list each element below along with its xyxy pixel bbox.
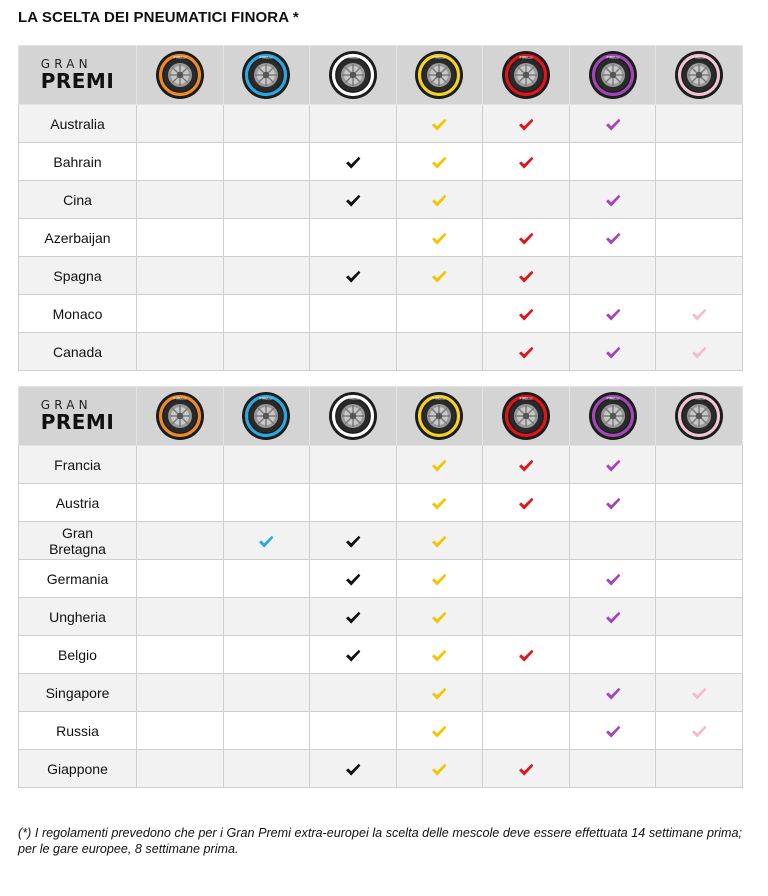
cell-soft bbox=[396, 484, 483, 522]
tyre-blue-superhard-icon bbox=[241, 391, 291, 441]
cell-hypersoft bbox=[656, 712, 743, 750]
tyre-yellow-soft-icon bbox=[414, 391, 464, 441]
grand-prix-name: Canada bbox=[19, 333, 137, 371]
cell-hard bbox=[137, 674, 224, 712]
table-row bbox=[19, 446, 743, 484]
tyre-purple-ultrasoft-icon bbox=[588, 391, 638, 441]
cell-ultrasoft bbox=[569, 598, 656, 636]
svg-text:PIRELLI: PIRELLI bbox=[259, 55, 273, 60]
cell-ultrasoft bbox=[569, 636, 656, 674]
table-row bbox=[19, 181, 743, 219]
check-icon bbox=[431, 118, 447, 132]
cell-hard bbox=[137, 333, 224, 371]
tyre-white-medium-icon bbox=[328, 50, 378, 100]
cell-medium bbox=[310, 522, 397, 560]
tyre-purple-ultrasoft-icon bbox=[588, 50, 638, 100]
cell-soft bbox=[396, 105, 483, 143]
check-icon bbox=[605, 611, 621, 625]
svg-text:PIRELLI: PIRELLI bbox=[432, 396, 446, 401]
check-icon bbox=[345, 611, 361, 625]
cell-hard bbox=[137, 181, 224, 219]
check-icon bbox=[605, 346, 621, 360]
cell-superhard bbox=[223, 181, 310, 219]
cell-ultrasoft bbox=[569, 446, 656, 484]
cell-ultrasoft bbox=[569, 522, 656, 560]
grand-prix-name: Cina bbox=[19, 181, 137, 219]
grand-prix-name: Francia bbox=[19, 446, 137, 484]
table-row bbox=[19, 333, 743, 371]
cell-medium bbox=[310, 295, 397, 333]
cell-ultrasoft bbox=[569, 750, 656, 788]
check-icon bbox=[691, 687, 707, 701]
cell-supersoft bbox=[483, 219, 570, 257]
cell-supersoft bbox=[483, 257, 570, 295]
svg-text:PIRELLI: PIRELLI bbox=[519, 396, 533, 401]
compound-header-hard bbox=[137, 46, 224, 105]
cell-hypersoft bbox=[656, 105, 743, 143]
svg-text:PIRELLI: PIRELLI bbox=[606, 55, 620, 60]
grand-prix-name: Russia bbox=[19, 712, 137, 750]
check-icon bbox=[518, 308, 534, 322]
cell-superhard bbox=[223, 598, 310, 636]
cell-medium bbox=[310, 712, 397, 750]
compound-header-hypersoft bbox=[656, 387, 743, 446]
table-row bbox=[19, 219, 743, 257]
cell-hypersoft bbox=[656, 522, 743, 560]
check-icon bbox=[431, 270, 447, 284]
table-row bbox=[19, 257, 743, 295]
tyre-blue-superhard-icon bbox=[241, 50, 291, 100]
cell-supersoft bbox=[483, 636, 570, 674]
cell-ultrasoft bbox=[569, 219, 656, 257]
table-row bbox=[19, 105, 743, 143]
svg-text:PIRELLI: PIRELLI bbox=[259, 396, 273, 401]
grand-prix-name: Giappone bbox=[19, 750, 137, 788]
cell-superhard bbox=[223, 712, 310, 750]
page-title: LA SCELTA DEI PNEUMATICI FINORA * bbox=[18, 9, 299, 26]
cell-supersoft bbox=[483, 446, 570, 484]
table-row bbox=[19, 598, 743, 636]
check-icon bbox=[518, 649, 534, 663]
tyre-orange-hard-icon bbox=[155, 391, 205, 441]
table-row bbox=[19, 560, 743, 598]
check-icon bbox=[345, 156, 361, 170]
cell-ultrasoft bbox=[569, 712, 656, 750]
cell-hard bbox=[137, 750, 224, 788]
check-icon bbox=[431, 725, 447, 739]
footnote: (*) I regolamenti prevedono che per i Gran Premi extra-europei la scelta delle mescole deve essere effettuata 14 settimane prima; per le gare europee, 8 settimane prima. bbox=[18, 826, 742, 856]
check-icon bbox=[431, 649, 447, 663]
cell-hard bbox=[137, 295, 224, 333]
check-icon bbox=[605, 459, 621, 473]
check-icon bbox=[518, 459, 534, 473]
grand-prix-name: Monaco bbox=[19, 295, 137, 333]
cell-soft bbox=[396, 143, 483, 181]
cell-hypersoft bbox=[656, 636, 743, 674]
table-row bbox=[19, 674, 743, 712]
cell-medium bbox=[310, 446, 397, 484]
cell-hard bbox=[137, 143, 224, 181]
cell-hard bbox=[137, 636, 224, 674]
cell-supersoft bbox=[483, 750, 570, 788]
logo-gran-text: GRAN bbox=[40, 56, 92, 71]
cell-medium bbox=[310, 257, 397, 295]
cell-soft bbox=[396, 257, 483, 295]
check-icon bbox=[605, 194, 621, 208]
check-icon bbox=[605, 573, 621, 587]
cell-medium bbox=[310, 484, 397, 522]
check-icon bbox=[518, 270, 534, 284]
compound-header-ultrasoft bbox=[569, 46, 656, 105]
cell-hypersoft bbox=[656, 674, 743, 712]
check-icon bbox=[345, 573, 361, 587]
compound-header-medium bbox=[310, 387, 397, 446]
cell-superhard bbox=[223, 333, 310, 371]
check-icon bbox=[431, 156, 447, 170]
cell-superhard bbox=[223, 522, 310, 560]
svg-text:PIRELLI: PIRELLI bbox=[173, 55, 187, 60]
cell-soft bbox=[396, 674, 483, 712]
check-icon bbox=[431, 232, 447, 246]
cell-superhard bbox=[223, 219, 310, 257]
tyre-orange-hard-icon bbox=[155, 50, 205, 100]
cell-hard bbox=[137, 219, 224, 257]
check-icon bbox=[345, 194, 361, 208]
svg-text:PIRELLI: PIRELLI bbox=[519, 55, 533, 60]
cell-superhard bbox=[223, 446, 310, 484]
cell-medium bbox=[310, 105, 397, 143]
tyre-red-supersoft-icon bbox=[501, 50, 551, 100]
logo-premi-text: PREMI bbox=[40, 68, 115, 93]
table-row bbox=[19, 143, 743, 181]
cell-ultrasoft bbox=[569, 295, 656, 333]
grand-prix-name: Germania bbox=[19, 560, 137, 598]
cell-ultrasoft bbox=[569, 143, 656, 181]
cell-supersoft bbox=[483, 484, 570, 522]
check-icon bbox=[431, 573, 447, 587]
cell-ultrasoft bbox=[569, 257, 656, 295]
cell-soft bbox=[396, 598, 483, 636]
compound-header-superhard bbox=[223, 46, 310, 105]
cell-supersoft bbox=[483, 674, 570, 712]
gran-premi-logo bbox=[19, 387, 137, 446]
compound-header-hard bbox=[137, 387, 224, 446]
cell-medium bbox=[310, 143, 397, 181]
svg-text:PIRELLI: PIRELLI bbox=[606, 396, 620, 401]
grand-prix-name: Belgio bbox=[19, 636, 137, 674]
cell-hypersoft bbox=[656, 219, 743, 257]
cell-hypersoft bbox=[656, 598, 743, 636]
tyre-red-supersoft-icon bbox=[501, 391, 551, 441]
gran-premi-logo bbox=[19, 46, 137, 105]
cell-soft bbox=[396, 333, 483, 371]
cell-hypersoft bbox=[656, 143, 743, 181]
cell-supersoft bbox=[483, 598, 570, 636]
check-icon bbox=[345, 649, 361, 663]
cell-supersoft bbox=[483, 143, 570, 181]
cell-medium bbox=[310, 636, 397, 674]
check-icon bbox=[431, 497, 447, 511]
cell-hypersoft bbox=[656, 181, 743, 219]
cell-superhard bbox=[223, 674, 310, 712]
table-row bbox=[19, 484, 743, 522]
cell-hard bbox=[137, 484, 224, 522]
cell-hypersoft bbox=[656, 446, 743, 484]
compound-header-superhard bbox=[223, 387, 310, 446]
svg-text:PIRELLI: PIRELLI bbox=[692, 55, 706, 60]
check-icon bbox=[431, 535, 447, 549]
cell-hard bbox=[137, 598, 224, 636]
header-row bbox=[19, 387, 743, 446]
cell-supersoft bbox=[483, 522, 570, 560]
cell-medium bbox=[310, 219, 397, 257]
compound-header-hypersoft bbox=[656, 46, 743, 105]
cell-soft bbox=[396, 522, 483, 560]
check-icon bbox=[691, 725, 707, 739]
svg-text:PIRELLI: PIRELLI bbox=[432, 55, 446, 60]
table-row bbox=[19, 750, 743, 788]
check-icon bbox=[518, 763, 534, 777]
svg-text:PIRELLI: PIRELLI bbox=[692, 396, 706, 401]
svg-text:PIRELLI: PIRELLI bbox=[346, 396, 360, 401]
cell-ultrasoft bbox=[569, 105, 656, 143]
grand-prix-name: Bahrain bbox=[19, 143, 137, 181]
cell-hypersoft bbox=[656, 333, 743, 371]
cell-soft bbox=[396, 750, 483, 788]
grand-prix-name: Gran Bretagna bbox=[19, 522, 137, 560]
cell-superhard bbox=[223, 257, 310, 295]
cell-supersoft bbox=[483, 333, 570, 371]
cell-superhard bbox=[223, 636, 310, 674]
check-icon bbox=[518, 232, 534, 246]
logo-gran-text: GRAN bbox=[40, 397, 92, 412]
tyre-choice-table-1 bbox=[18, 45, 743, 371]
check-icon bbox=[345, 535, 361, 549]
cell-medium bbox=[310, 181, 397, 219]
cell-superhard bbox=[223, 560, 310, 598]
cell-medium bbox=[310, 674, 397, 712]
table-row bbox=[19, 712, 743, 750]
cell-superhard bbox=[223, 750, 310, 788]
svg-text:PIRELLI: PIRELLI bbox=[346, 55, 360, 60]
cell-supersoft bbox=[483, 295, 570, 333]
tyre-white-medium-icon bbox=[328, 391, 378, 441]
check-icon bbox=[258, 535, 274, 549]
compound-header-supersoft bbox=[483, 46, 570, 105]
cell-superhard bbox=[223, 143, 310, 181]
check-icon bbox=[691, 346, 707, 360]
cell-hard bbox=[137, 105, 224, 143]
check-icon bbox=[518, 346, 534, 360]
cell-ultrasoft bbox=[569, 560, 656, 598]
cell-hypersoft bbox=[656, 750, 743, 788]
check-icon bbox=[431, 687, 447, 701]
check-icon bbox=[345, 763, 361, 777]
check-icon bbox=[518, 118, 534, 132]
cell-ultrasoft bbox=[569, 674, 656, 712]
cell-hard bbox=[137, 560, 224, 598]
check-icon bbox=[345, 270, 361, 284]
check-icon bbox=[518, 497, 534, 511]
tyre-pink-hypersoft-icon bbox=[674, 391, 724, 441]
cell-hypersoft bbox=[656, 560, 743, 598]
cell-soft bbox=[396, 295, 483, 333]
grand-prix-name: Austria bbox=[19, 484, 137, 522]
cell-hypersoft bbox=[656, 484, 743, 522]
cell-ultrasoft bbox=[569, 333, 656, 371]
cell-hard bbox=[137, 522, 224, 560]
cell-ultrasoft bbox=[569, 181, 656, 219]
header-row bbox=[19, 46, 743, 105]
cell-soft bbox=[396, 712, 483, 750]
cell-supersoft bbox=[483, 181, 570, 219]
check-icon bbox=[605, 687, 621, 701]
check-icon bbox=[605, 308, 621, 322]
tyre-yellow-soft-icon bbox=[414, 50, 464, 100]
tyre-choice-table-2 bbox=[18, 386, 743, 788]
cell-supersoft bbox=[483, 105, 570, 143]
compound-header-medium bbox=[310, 46, 397, 105]
cell-soft bbox=[396, 560, 483, 598]
table-row bbox=[19, 295, 743, 333]
cell-hard bbox=[137, 446, 224, 484]
compound-header-soft bbox=[396, 46, 483, 105]
grand-prix-name: Ungheria bbox=[19, 598, 137, 636]
cell-medium bbox=[310, 598, 397, 636]
cell-medium bbox=[310, 333, 397, 371]
cell-supersoft bbox=[483, 712, 570, 750]
check-icon bbox=[431, 611, 447, 625]
grand-prix-name: Singapore bbox=[19, 674, 137, 712]
check-icon bbox=[605, 725, 621, 739]
cell-soft bbox=[396, 181, 483, 219]
cell-hard bbox=[137, 712, 224, 750]
cell-soft bbox=[396, 446, 483, 484]
cell-medium bbox=[310, 750, 397, 788]
check-icon bbox=[691, 308, 707, 322]
check-icon bbox=[431, 459, 447, 473]
cell-superhard bbox=[223, 105, 310, 143]
cell-superhard bbox=[223, 484, 310, 522]
compound-header-ultrasoft bbox=[569, 387, 656, 446]
cell-soft bbox=[396, 636, 483, 674]
cell-ultrasoft bbox=[569, 484, 656, 522]
grand-prix-name: Australia bbox=[19, 105, 137, 143]
check-icon bbox=[605, 497, 621, 511]
cell-superhard bbox=[223, 295, 310, 333]
cell-soft bbox=[396, 219, 483, 257]
svg-text:PIRELLI: PIRELLI bbox=[173, 396, 187, 401]
cell-medium bbox=[310, 560, 397, 598]
cell-supersoft bbox=[483, 560, 570, 598]
tyre-pink-hypersoft-icon bbox=[674, 50, 724, 100]
cell-hard bbox=[137, 257, 224, 295]
cell-hypersoft bbox=[656, 295, 743, 333]
table-row bbox=[19, 636, 743, 674]
grand-prix-name: Spagna bbox=[19, 257, 137, 295]
check-icon bbox=[431, 763, 447, 777]
check-icon bbox=[518, 156, 534, 170]
logo-premi-text: PREMI bbox=[40, 409, 115, 434]
check-icon bbox=[605, 118, 621, 132]
grand-prix-name: Azerbaijan bbox=[19, 219, 137, 257]
compound-header-soft bbox=[396, 387, 483, 446]
cell-hypersoft bbox=[656, 257, 743, 295]
table-row bbox=[19, 522, 743, 560]
compound-header-supersoft bbox=[483, 387, 570, 446]
check-icon bbox=[431, 194, 447, 208]
check-icon bbox=[605, 232, 621, 246]
